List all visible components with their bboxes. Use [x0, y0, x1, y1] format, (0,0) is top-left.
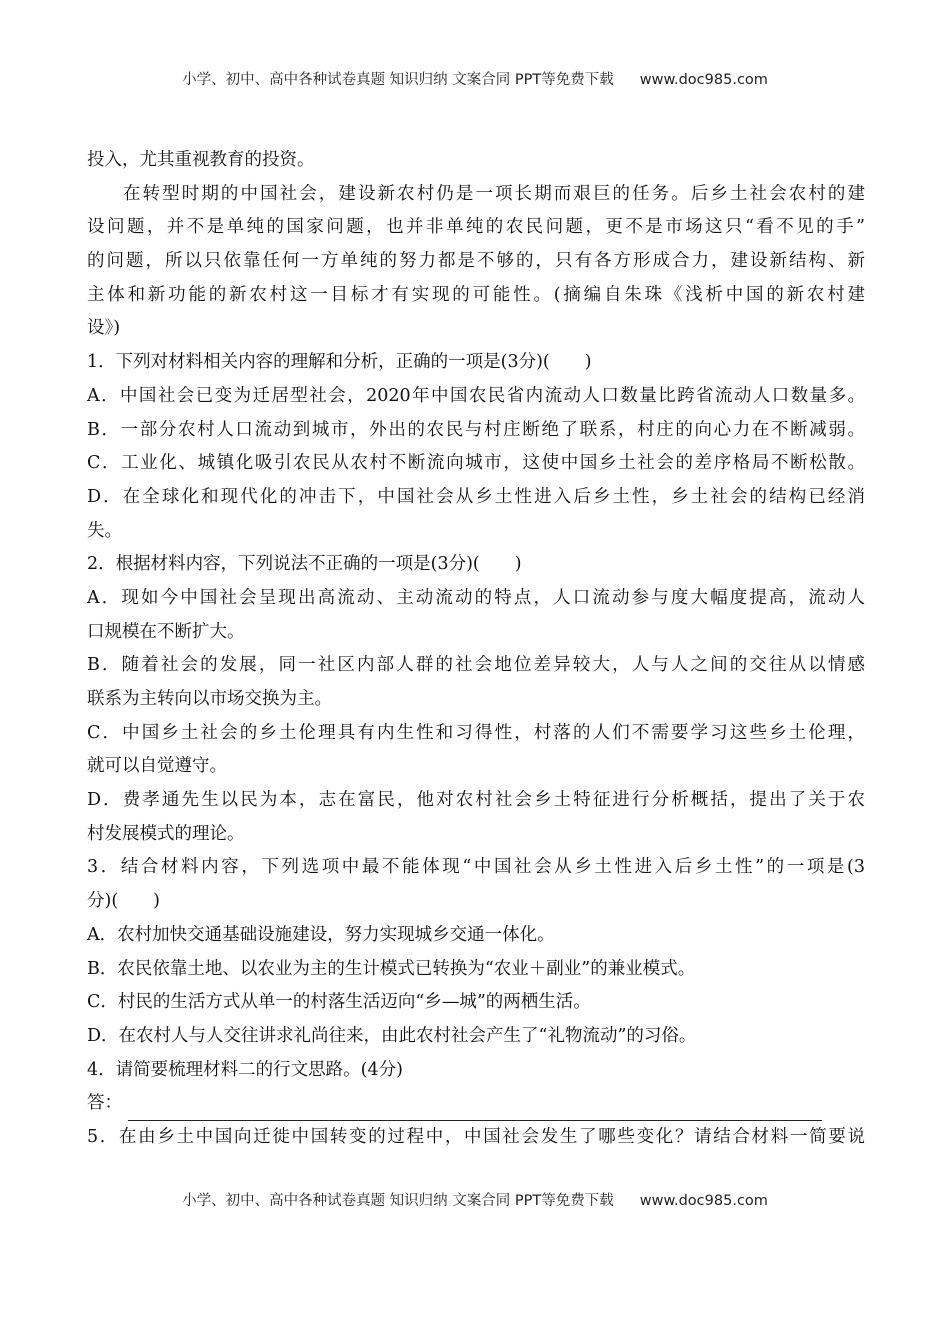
question-4: 4．请简要梳理材料二的行文思路。(4分) — [87, 1059, 403, 1080]
question-2-option-d: D．费孝通先生以民为本，志在富民，他对农村社会乡土特征进行分析概括，提出了关于农 — [87, 790, 865, 811]
question-3-option-c: C．村民的生活方式从单一的村落生活迈向“乡—城”的两栖生活。 — [87, 992, 591, 1013]
question-5: 5．在由乡土中国向迁徙中国转变的过程中，中国社会发生了哪些变化？请结合材料一简要说 — [87, 1126, 865, 1147]
page-header — [0, 68, 950, 89]
text-line: 联系为主转向以市场交换为主。 — [87, 689, 332, 709]
document-body — [87, 144, 865, 1155]
text-line: 的问题，所以只依靠任何一方单纯的努力都是不够的，只有各方形成合力，建设新结构、新 — [87, 251, 865, 272]
question-2: 2．根据材料内容，下列说法不正确的一项是(3分)( ) — [87, 554, 522, 575]
text-line: 村发展模式的理论。 — [87, 823, 245, 844]
question-2-option-b: B．随着社会的发展，同一社区内部人群的社会地位差异较大，人与人之间的交往从以情感 — [87, 655, 865, 676]
question-1-option-c: C．工业化、城镇化吸引农民从农村不断流向城市，这使中国乡土社会的差序格局不断松散。 — [87, 453, 865, 474]
question-1-option-a: A．中国社会已变为迁居型社会，2020年中国农民省内流动人口数量比跨省流动人口数量多。 — [87, 385, 865, 406]
question-1-option-b: B．一部分农村人口流动到城市，外出的农民与村庄断绝了联系，村庄的向心力在不断减弱。 — [87, 419, 865, 440]
question-2-option-c: C．中国乡土社会的乡土伦理具有内生性和习得性，村落的人们不需要学习这些乡土伦理， — [87, 722, 865, 743]
question-1: 1．下列对材料相关内容的理解和分析，正确的一项是(3分)( ) — [87, 352, 592, 373]
question-3-option-a: A．农村加快交通基础设施建设，努力实现城乡交通一体化。 — [87, 924, 555, 945]
answer-label: 答： — [87, 1093, 122, 1114]
text-line: 口规模在不断扩大。 — [87, 621, 245, 642]
text-line: 主体和新功能的新农村这一目标才有实现的可能性。(摘编自朱珠《浅析中国的新农村建 — [87, 284, 865, 305]
header-text: 小学、初中、高中各种试卷真题 知识归纳 文案合同 PPT等免费下载 — [182, 72, 614, 88]
answer-blank[interactable] — [128, 1096, 822, 1121]
text-line: 失。 — [87, 520, 122, 541]
question-3-option-b: B．农民依靠土地、以农业为主的生计模式已转换为“农业＋副业”的兼业模式。 — [87, 958, 696, 979]
page-footer — [0, 1189, 950, 1210]
text-line: 设问题，并不是单纯的国家问题，也并非单纯的农民问题，更不是市场这只“看不见的手” — [87, 217, 865, 238]
text-line: 在转型时期的中国社会，建设新农村仍是一项长期而艰巨的任务。后乡土社会农村的建 — [123, 183, 865, 204]
header-url[interactable]: www.doc985.com — [639, 72, 768, 88]
text-line: 分)( ) — [87, 891, 160, 912]
text-line: 设》) — [87, 318, 121, 339]
question-1-option-d: D．在全球化和现代化的冲击下，中国社会从乡土性进入后乡土性，乡土社会的结构已经消 — [87, 486, 865, 507]
text-line: 就可以自觉遵守。 — [87, 756, 227, 777]
question-3: 3．结合材料内容，下列选项中最不能体现“中国社会从乡土性进入后乡土性”的一项是(3 — [87, 857, 865, 878]
footer-url[interactable]: www.doc985.com — [639, 1193, 768, 1209]
question-3-option-d: D．在农村人与人交往讲求礼尚往来，由此农村社会产生了“礼物流动”的习俗。 — [87, 1025, 697, 1046]
footer-text: 小学、初中、高中各种试卷真题 知识归纳 文案合同 PPT等免费下载 — [182, 1193, 614, 1209]
answer-line — [87, 1087, 865, 1121]
question-2-option-a: A．现如今中国社会呈现出高流动、主动流动的特点，人口流动参与度大幅度提高，流动人 — [87, 587, 865, 608]
text-line: 投入，尤其重视教育的投资。 — [87, 150, 315, 170]
